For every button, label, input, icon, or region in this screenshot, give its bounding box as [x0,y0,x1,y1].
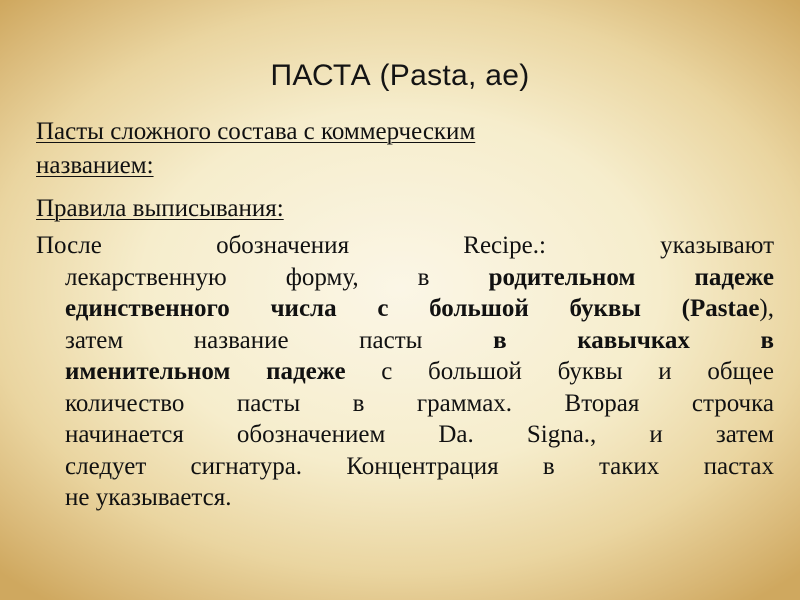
paragraph-row-3 [36,293,774,325]
paragraph-text: следует сигнатура. Концентрация в таких пастах [65,452,774,480]
paragraph-text: лекарственную форму, в [65,263,489,291]
paragraph-row-2 [36,262,774,294]
subtitle-line-2: названием: [36,152,154,179]
paragraph-text: ), [759,295,774,322]
paragraph-row-4 [36,325,774,357]
paragraph-text: количество пасты в граммах. Вторая строчка [65,389,774,417]
paragraph-row-5 [36,356,774,388]
emphasis-text: единственного числа с большой буквы (Pastae [65,295,760,322]
rules-heading: Правила выписывания: [36,195,284,222]
paragraph-row-8 [36,451,774,483]
paragraph-text: с большой буквы и общее [345,358,774,385]
emphasis-text: в кавычках в [493,326,774,354]
emphasis-text: родительном падеже [488,263,774,291]
rules-paragraph [36,230,774,514]
paragraph-row-7 [36,419,774,451]
paragraph-row-9 [36,482,774,514]
paragraph-row-1 [36,230,774,262]
paragraph-row-6 [36,388,774,420]
paragraph-text: затем название пасты [65,326,494,354]
slide-title: ПАСТА (Pasta, ae) [270,59,530,92]
subtitle-line-1: Пасты сложного состава с коммерческим [36,118,476,145]
paragraph-text: начинается обозначением Da. Signa., и затем [65,421,774,448]
emphasis-text: именительном падеже [65,358,346,385]
paragraph-text: После обозначения Recipe.: указывают [36,232,774,259]
paragraph-text: не указывается. [65,484,232,511]
